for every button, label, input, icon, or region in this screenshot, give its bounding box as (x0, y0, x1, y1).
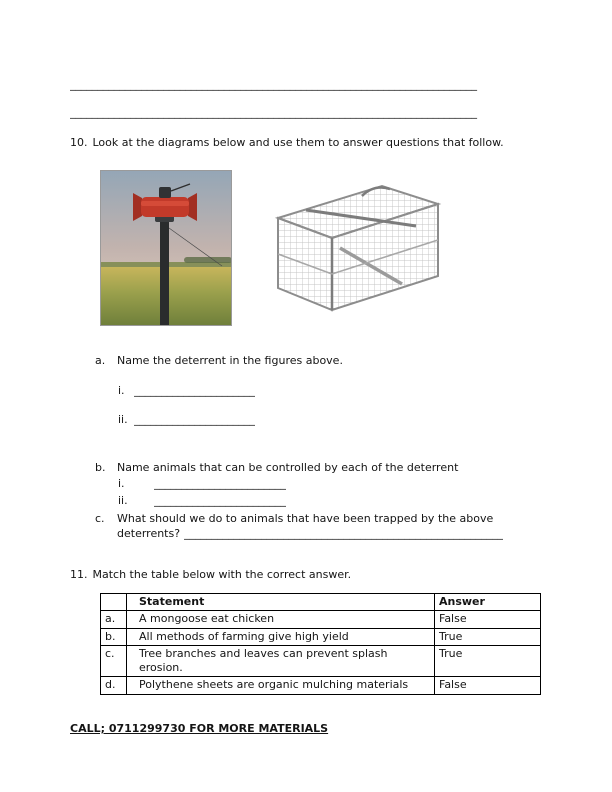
row-statement: All methods of farming give high yield (127, 628, 435, 645)
item-i-label: i. (118, 477, 125, 491)
cage-trap-illustration (266, 176, 444, 316)
row-letter: d. (101, 677, 127, 694)
answer-blank: ______________________ (134, 412, 255, 426)
match-table (100, 593, 541, 695)
bird-scarer-photo (100, 170, 232, 326)
question-10c-line2 (117, 527, 542, 541)
answer-blank: ________________________ (154, 477, 286, 491)
row-letter: a. (101, 611, 127, 628)
question-11 (70, 568, 542, 582)
answer-blank: __________________________________________________________ (184, 527, 504, 541)
question-10b-text: Name animals that can be controlled by each of the deterrent (117, 461, 459, 475)
question-10a-text: Name the deterrent in the figures above. (117, 354, 343, 368)
bird-scarer-illustration (100, 170, 232, 326)
header-statement: Statement (127, 593, 435, 610)
question-10-text: Look at the diagrams below and use them to answer questions that follow. (92, 136, 504, 149)
answer-blank: ______________________ (134, 383, 255, 397)
item-i-label: i. (118, 383, 125, 397)
question-10c-label: c. (95, 512, 105, 526)
question-10 (70, 136, 542, 150)
question-10a-label: a. (95, 354, 106, 368)
header-blank (101, 593, 127, 610)
table-header-row (101, 593, 541, 610)
table-row (101, 645, 541, 677)
row-statement: Tree branches and leaves can prevent splash erosion. (127, 645, 435, 677)
question-10c-text-line2: deterrents? (117, 527, 181, 541)
question-10-number: 10. (70, 136, 88, 149)
question-10a-item-1 (118, 384, 542, 398)
item-ii-label: ii. (118, 493, 128, 507)
row-answer: False (435, 611, 541, 628)
answer-line-1: __________________________________________________________________________ (70, 78, 477, 91)
footer-contact-text: CALL; 0711299730 FOR MORE MATERIALS (70, 722, 329, 735)
answer-line-2: __________________________________________________________________________ (70, 106, 477, 119)
question-10a (95, 354, 542, 368)
question-10c-text-line1: What should we do to animals that have been trapped by the above (117, 512, 494, 526)
question-10a-item-2 (118, 413, 542, 427)
row-answer: True (435, 645, 541, 677)
question-10b-item-2 (118, 494, 542, 508)
row-statement: A mongoose eat chicken (127, 611, 435, 628)
table-row (101, 628, 541, 645)
figures-row (100, 170, 542, 326)
item-ii-label: ii. (118, 412, 128, 426)
table-row (101, 611, 541, 628)
question-10c (95, 512, 542, 526)
row-answer: True (435, 628, 541, 645)
header-answer: Answer (435, 593, 541, 610)
row-letter: c. (101, 645, 127, 677)
cage-trap-image (266, 176, 444, 316)
row-answer: False (435, 677, 541, 694)
row-letter: b. (101, 628, 127, 645)
question-11-text: Match the table below with the correct answer. (92, 567, 352, 581)
question-11-number: 11. (70, 567, 88, 581)
question-10b-item-1 (118, 477, 542, 491)
row-statement: Polythene sheets are organic mulching materials (127, 677, 435, 694)
answer-blank: ________________________ (154, 493, 286, 507)
question-10b-label: b. (95, 461, 106, 475)
question-10b (95, 461, 542, 475)
table-row (101, 677, 541, 694)
